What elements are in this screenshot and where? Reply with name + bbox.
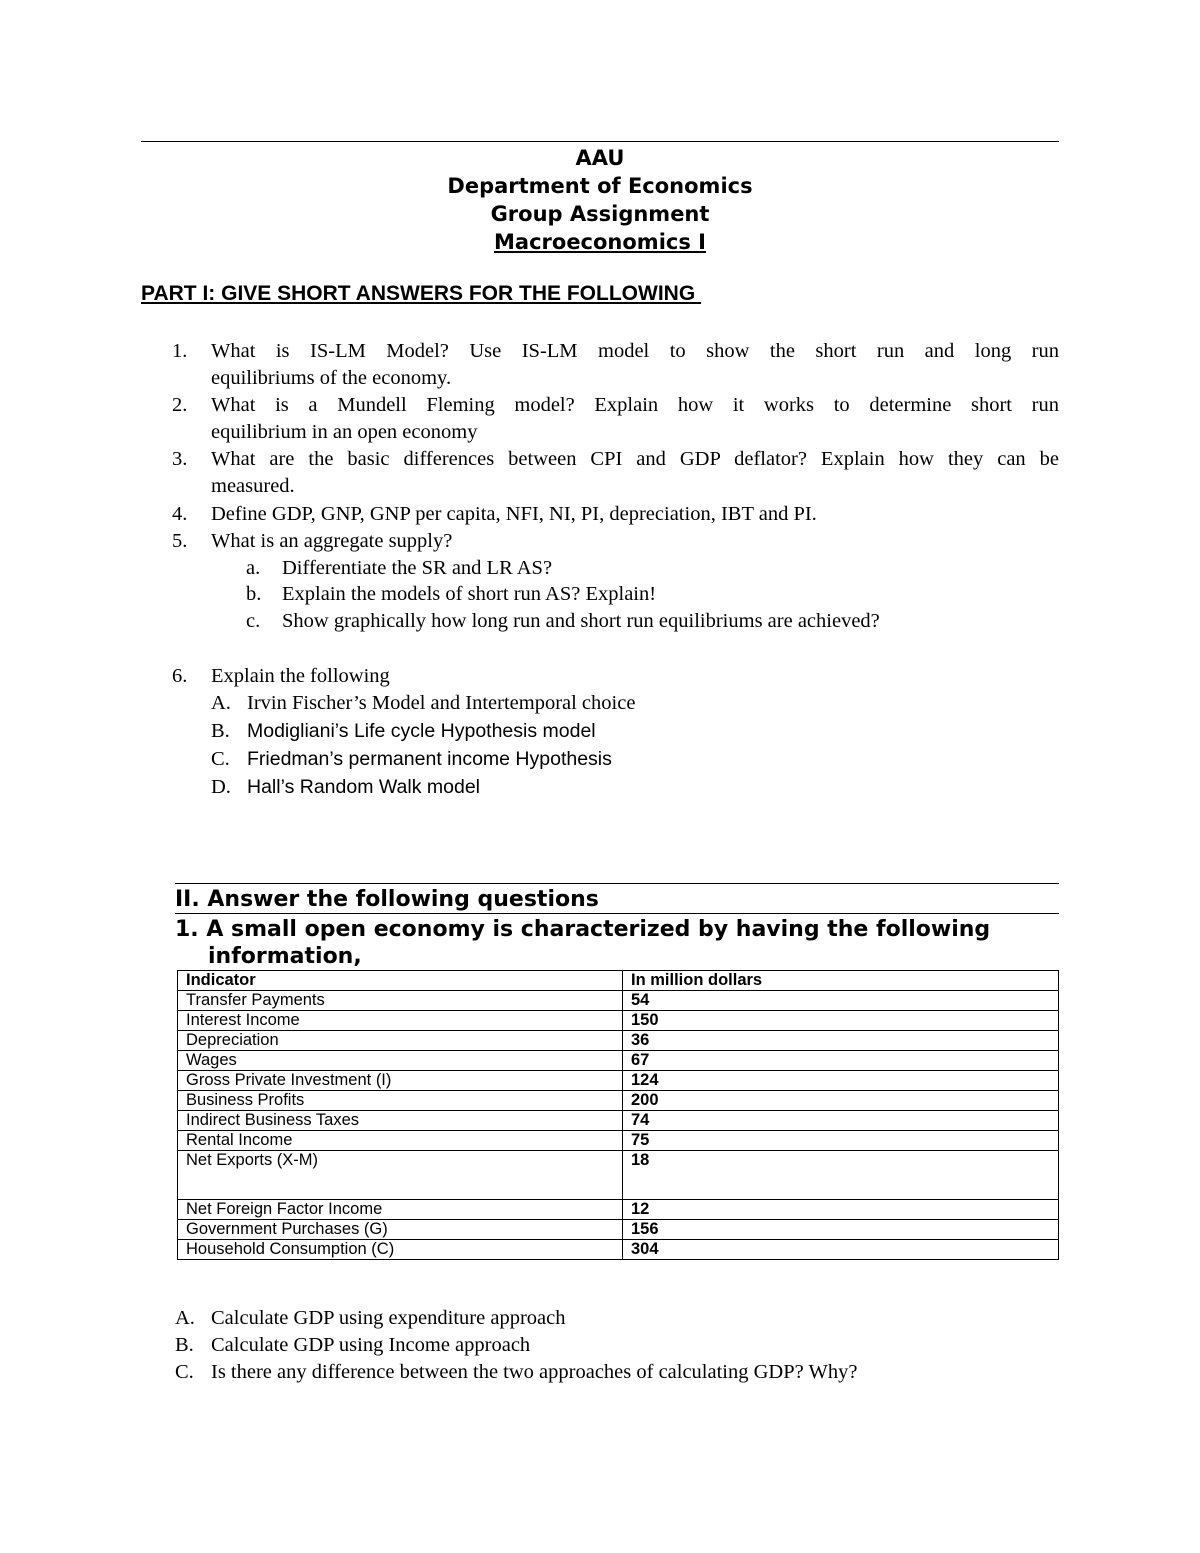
table-row bbox=[178, 1151, 1059, 1200]
item-text: Modigliani’s Life cycle Hypothesis model bbox=[247, 720, 596, 742]
question-6-item-b bbox=[211, 717, 596, 745]
indicator-cell: Interest Income bbox=[178, 1011, 623, 1031]
question-5c bbox=[246, 608, 880, 635]
question-text: Define GDP, GNP, GNP per capita, NFI, NI, PI, depreciation, IBT and PI. bbox=[211, 503, 817, 525]
sub-number: a. bbox=[246, 557, 261, 579]
task-letter: A. bbox=[175, 1307, 195, 1329]
item-letter: A. bbox=[211, 692, 231, 714]
question-5 bbox=[172, 528, 1059, 555]
value-cell: 200 bbox=[623, 1091, 1059, 1111]
table-row bbox=[178, 1031, 1059, 1051]
table-row bbox=[178, 1131, 1059, 1151]
task-b bbox=[175, 1332, 530, 1359]
value-cell: 75 bbox=[623, 1131, 1059, 1151]
task-letter: B. bbox=[175, 1334, 194, 1356]
value-cell: 36 bbox=[623, 1031, 1059, 1051]
document-header bbox=[141, 144, 1059, 256]
value-cell: 67 bbox=[623, 1051, 1059, 1071]
question-text-continued: measured. bbox=[211, 475, 295, 497]
task-text: Calculate GDP using Income approach bbox=[211, 1334, 531, 1356]
item-text: Friedman’s permanent income Hypothesis bbox=[247, 748, 612, 770]
question-number: 4. bbox=[172, 503, 188, 525]
question-text: 1. A small open economy is characterized by having the following bbox=[175, 917, 991, 942]
table-row bbox=[178, 1240, 1059, 1260]
indicator-cell: Wages bbox=[178, 1051, 623, 1071]
task-text: Is there any difference between the two approaches of calculating GDP? Why? bbox=[211, 1361, 858, 1383]
question-number: 3. bbox=[172, 448, 188, 470]
question-text: What is IS-LM Model? Use IS-LM model to show the short run and long run bbox=[211, 340, 1059, 362]
question-text-continued: equilibrium in an open economy bbox=[211, 421, 478, 443]
value-cell: 12 bbox=[623, 1200, 1059, 1220]
value-cell: 150 bbox=[623, 1011, 1059, 1031]
table-row bbox=[178, 1200, 1059, 1220]
table-row bbox=[178, 1111, 1059, 1131]
question-6-item-d bbox=[211, 773, 480, 801]
indicator-cell: Transfer Payments bbox=[178, 991, 623, 1011]
indicator-cell: Gross Private Investment (I) bbox=[178, 1071, 623, 1091]
sub-number: b. bbox=[246, 583, 262, 605]
table-row bbox=[178, 1011, 1059, 1031]
question-6-item-a bbox=[211, 689, 635, 717]
question-text-continued: equilibriums of the economy. bbox=[211, 367, 452, 389]
value-cell: 124 bbox=[623, 1071, 1059, 1091]
table-row bbox=[178, 1091, 1059, 1111]
question-text-continued: information, bbox=[208, 944, 362, 969]
task-text: Calculate GDP using expenditure approach bbox=[211, 1307, 566, 1329]
question-4 bbox=[172, 501, 1059, 528]
question-5a bbox=[246, 555, 552, 582]
value-cell: 304 bbox=[623, 1240, 1059, 1260]
indicator-cell: Rental Income bbox=[178, 1131, 623, 1151]
indicator-table bbox=[177, 970, 1059, 1260]
part2-mid-rule bbox=[175, 913, 1059, 914]
item-letter: C. bbox=[211, 748, 230, 770]
indicator-cell: Household Consumption (C) bbox=[178, 1240, 623, 1260]
part2-title: II. Answer the following questions bbox=[175, 887, 599, 912]
header-university: AAU bbox=[575, 146, 625, 170]
question-text: What are the basic differences between CPI and GDP deflator? Explain how they can be bbox=[211, 448, 1059, 470]
sub-number: c. bbox=[246, 610, 261, 632]
table-row bbox=[178, 1071, 1059, 1091]
indicator-cell: Business Profits bbox=[178, 1091, 623, 1111]
table-row bbox=[178, 991, 1059, 1011]
question-text: What is a Mundell Fleming model? Explain how it works to determine short run bbox=[211, 394, 1059, 416]
task-letter: C. bbox=[175, 1361, 194, 1383]
question-text: What is an aggregate supply? bbox=[211, 530, 453, 552]
top-rule bbox=[141, 141, 1059, 142]
item-text: Irvin Fischer’s Model and Intertemporal choice bbox=[247, 692, 636, 714]
indicator-cell: Depreciation bbox=[178, 1031, 623, 1051]
question-3 bbox=[172, 446, 1059, 500]
indicator-cell: Net Foreign Factor Income bbox=[178, 1200, 623, 1220]
table-row bbox=[178, 1051, 1059, 1071]
item-text: Hall’s Random Walk model bbox=[247, 776, 481, 798]
column-header: In million dollars bbox=[623, 971, 1059, 991]
table-header-row bbox=[178, 971, 1059, 991]
header-assignment: Group Assignment bbox=[490, 202, 710, 226]
sub-text: Show graphically how long run and short run equilibriums are achieved? bbox=[282, 610, 880, 632]
question-1 bbox=[172, 338, 1059, 392]
question-number: 1. bbox=[172, 340, 188, 362]
question-number: 5. bbox=[172, 530, 188, 552]
indicator-cell: Government Purchases (G) bbox=[178, 1220, 623, 1240]
value-cell: 54 bbox=[623, 991, 1059, 1011]
question-5b bbox=[246, 581, 656, 608]
question-6-item-c bbox=[211, 745, 612, 773]
table-row bbox=[178, 1220, 1059, 1240]
sub-text: Explain the models of short run AS? Explain! bbox=[282, 583, 657, 605]
header-department: Department of Economics bbox=[447, 174, 753, 198]
header-course: Macroeconomics I bbox=[494, 230, 706, 254]
value-cell: 18 bbox=[623, 1151, 1059, 1200]
column-header: Indicator bbox=[178, 971, 623, 991]
part2-question-1 bbox=[175, 916, 1059, 970]
value-cell: 74 bbox=[623, 1111, 1059, 1131]
indicator-cell: Indirect Business Taxes bbox=[178, 1111, 623, 1131]
sub-text: Differentiate the SR and LR AS? bbox=[282, 557, 553, 579]
value-cell: 156 bbox=[623, 1220, 1059, 1240]
question-number: 2. bbox=[172, 394, 188, 416]
question-6 bbox=[172, 663, 1059, 690]
item-letter: D. bbox=[211, 776, 231, 798]
question-text: Explain the following bbox=[211, 665, 390, 687]
question-2 bbox=[172, 392, 1059, 446]
question-number: 6. bbox=[172, 665, 188, 687]
indicator-cell: Net Exports (X-M) bbox=[178, 1151, 623, 1200]
part2-top-rule bbox=[175, 883, 1059, 884]
item-letter: B. bbox=[211, 720, 230, 742]
task-a bbox=[175, 1305, 565, 1332]
part1-title: PART I: GIVE SHORT ANSWERS FOR THE FOLLOWING bbox=[141, 282, 701, 305]
task-c bbox=[175, 1359, 857, 1386]
